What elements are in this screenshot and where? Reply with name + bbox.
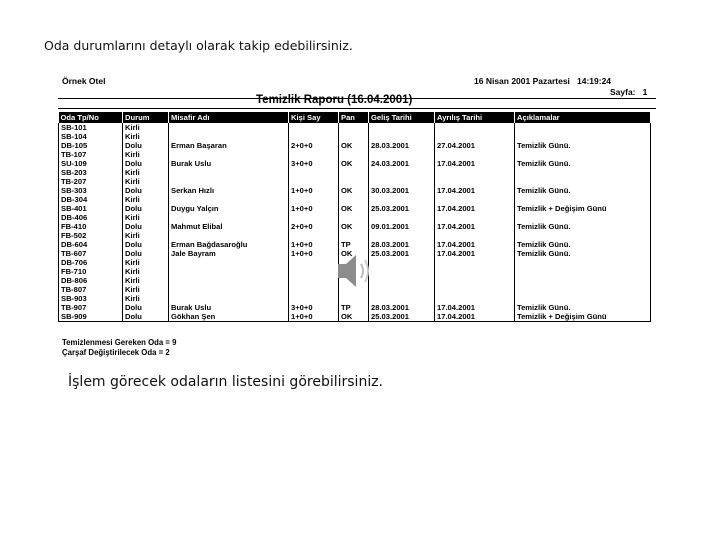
- table-cell: DB-604: [59, 240, 123, 249]
- table-cell: [289, 285, 339, 294]
- table-cell: [339, 150, 369, 159]
- table-cell: SB-909: [59, 312, 123, 322]
- speaker-icon[interactable]: [334, 250, 378, 297]
- table-cell: [289, 195, 339, 204]
- table-cell: [169, 123, 289, 132]
- table-cell: Dolu: [123, 303, 169, 312]
- table-cell: DB-105: [59, 141, 123, 150]
- table-cell: [515, 294, 651, 303]
- table-cell: 2+0+0: [289, 141, 339, 150]
- table-cell: Kirli: [123, 285, 169, 294]
- table-row: [59, 123, 651, 132]
- table-cell: SB-104: [59, 132, 123, 141]
- table-cell: [515, 123, 651, 132]
- table-cell: Gökhan Şen: [169, 312, 289, 322]
- table-row: [59, 213, 651, 222]
- table-cell: Dolu: [123, 222, 169, 231]
- table-cell: Burak Uslu: [169, 159, 289, 168]
- table-cell: TB-607: [59, 249, 123, 258]
- table-cell: OK: [339, 204, 369, 213]
- table-cell: Temizlik Günü.: [515, 222, 651, 231]
- table-cell: OK: [339, 159, 369, 168]
- table-cell: Temizlik Günü.: [515, 303, 651, 312]
- table-cell: [289, 177, 339, 186]
- table-cell: [369, 231, 435, 240]
- report-title: Temizlik Raporu (16.04.2001): [256, 94, 413, 106]
- table-cell: Kirli: [123, 267, 169, 276]
- bottom-caption: İşlem görecek odaların listesini görebilirsiniz.: [68, 374, 384, 390]
- table-cell: [435, 267, 515, 276]
- table-cell: DB-806: [59, 276, 123, 285]
- table-cell: [515, 132, 651, 141]
- table-cell: Dolu: [123, 249, 169, 258]
- table-cell: TB-207: [59, 177, 123, 186]
- table-cell: [515, 150, 651, 159]
- table-cell: Temizlik Günü.: [515, 240, 651, 249]
- table-cell: [339, 168, 369, 177]
- table-cell: Mahmut Elibal: [169, 222, 289, 231]
- table-cell: [435, 213, 515, 222]
- table-cell: 1+0+0: [289, 240, 339, 249]
- table-cell: Temizlik + Değişim Günü: [515, 204, 651, 213]
- table-cell: DB-406: [59, 213, 123, 222]
- table-cell: 2+0+0: [289, 222, 339, 231]
- table-cell: Kirli: [123, 168, 169, 177]
- table-cell: [435, 177, 515, 186]
- sheets-to-change-summary: Çarşaf Değiştirilecek Oda = 2: [62, 348, 170, 357]
- table-cell: [289, 231, 339, 240]
- table-cell: [289, 132, 339, 141]
- column-header: Pan: [339, 112, 369, 123]
- table-row: [59, 150, 651, 159]
- table-cell: [369, 168, 435, 177]
- table-row: [59, 195, 651, 204]
- table-cell: 27.04.2001: [435, 141, 515, 150]
- table-cell: [289, 168, 339, 177]
- table-cell: [339, 213, 369, 222]
- table-cell: Temizlik Günü.: [515, 186, 651, 195]
- table-cell: [169, 177, 289, 186]
- table-cell: Dolu: [123, 204, 169, 213]
- table-cell: 3+0+0: [289, 159, 339, 168]
- table-cell: [169, 213, 289, 222]
- table-cell: [515, 168, 651, 177]
- table-cell: OK: [339, 312, 369, 322]
- table-cell: 28.03.2001: [369, 303, 435, 312]
- column-header: Durum: [123, 112, 169, 123]
- table-cell: [369, 285, 435, 294]
- report-datetime: 16 Nisan 2001 Pazartesi 14:19:24: [474, 76, 612, 86]
- table-cell: [515, 276, 651, 285]
- table-cell: 25.03.2001: [369, 249, 435, 258]
- table-row: [59, 204, 651, 213]
- table-cell: 17.04.2001: [435, 186, 515, 195]
- table-cell: 25.03.2001: [369, 312, 435, 322]
- table-cell: 17.04.2001: [435, 204, 515, 213]
- table-cell: TP: [339, 240, 369, 249]
- table-cell: [369, 123, 435, 132]
- table-row: [59, 132, 651, 141]
- table-cell: [169, 195, 289, 204]
- table-cell: [339, 123, 369, 132]
- table-cell: TP: [339, 303, 369, 312]
- table-cell: [515, 177, 651, 186]
- table-cell: [289, 150, 339, 159]
- table-cell: Kirli: [123, 276, 169, 285]
- table-cell: SB-203: [59, 168, 123, 177]
- table-cell: Erman Bağdasaroğlu: [169, 240, 289, 249]
- table-cell: 24.03.2001: [369, 159, 435, 168]
- table-cell: FB-410: [59, 222, 123, 231]
- table-cell: [435, 231, 515, 240]
- table-cell: Temizlik + Değişim Günü: [515, 312, 651, 322]
- table-cell: [369, 267, 435, 276]
- table-cell: Kirli: [123, 294, 169, 303]
- table-cell: 1+0+0: [289, 186, 339, 195]
- table-row: [59, 177, 651, 186]
- table-cell: 30.03.2001: [369, 186, 435, 195]
- table-cell: 17.04.2001: [435, 312, 515, 322]
- table-cell: 17.04.2001: [435, 240, 515, 249]
- table-cell: [369, 213, 435, 222]
- table-cell: Dolu: [123, 159, 169, 168]
- table-cell: [369, 150, 435, 159]
- table-cell: [515, 285, 651, 294]
- table-cell: [435, 276, 515, 285]
- table-cell: [339, 132, 369, 141]
- table-cell: [169, 168, 289, 177]
- table-row: [59, 222, 651, 231]
- table-cell: Kirli: [123, 177, 169, 186]
- table-cell: [515, 231, 651, 240]
- table-cell: [169, 258, 289, 267]
- table-cell: [435, 195, 515, 204]
- table-cell: SB-903: [59, 294, 123, 303]
- table-cell: 17.04.2001: [435, 249, 515, 258]
- table-cell: [515, 258, 651, 267]
- table-cell: [289, 294, 339, 303]
- table-row: [59, 141, 651, 150]
- table-cell: [339, 231, 369, 240]
- table-cell: [169, 267, 289, 276]
- table-cell: TB-807: [59, 285, 123, 294]
- table-cell: [369, 276, 435, 285]
- table-row: [59, 186, 651, 195]
- table-cell: 25.03.2001: [369, 204, 435, 213]
- column-header: Ayrılış Tarihi: [435, 112, 515, 123]
- table-cell: 3+0+0: [289, 303, 339, 312]
- table-cell: 1+0+0: [289, 312, 339, 322]
- table-cell: Kirli: [123, 195, 169, 204]
- table-cell: OK: [339, 186, 369, 195]
- table-cell: [435, 258, 515, 267]
- table-cell: Burak Uslu: [169, 303, 289, 312]
- table-cell: Temizlik Günü.: [515, 159, 651, 168]
- table-cell: [515, 213, 651, 222]
- column-header: Oda Tp/No: [59, 112, 123, 123]
- rooms-to-clean-summary: Temizlenmesi Gereken Oda = 9: [62, 338, 177, 347]
- table-row: [59, 168, 651, 177]
- table-cell: Dolu: [123, 240, 169, 249]
- table-cell: [435, 150, 515, 159]
- table-cell: [169, 276, 289, 285]
- table-cell: [289, 267, 339, 276]
- table-row: [59, 312, 651, 322]
- table-cell: [169, 285, 289, 294]
- table-cell: FB-710: [59, 267, 123, 276]
- table-cell: OK: [339, 222, 369, 231]
- cleaning-report: [58, 72, 658, 362]
- table-cell: Erman Başaran: [169, 141, 289, 150]
- top-caption: Oda durumlarını detaylı olarak takip edebilirsiniz.: [44, 38, 353, 53]
- table-cell: 17.04.2001: [435, 303, 515, 312]
- table-cell: 17.04.2001: [435, 159, 515, 168]
- page-number: Sayfa: 1: [610, 87, 648, 97]
- table-cell: [339, 195, 369, 204]
- table-cell: FB-502: [59, 231, 123, 240]
- table-row: [59, 159, 651, 168]
- table-cell: [169, 294, 289, 303]
- table-cell: [289, 123, 339, 132]
- table-cell: [339, 177, 369, 186]
- table-cell: [169, 150, 289, 159]
- table-cell: [369, 258, 435, 267]
- table-cell: Dolu: [123, 186, 169, 195]
- table-cell: Kirli: [123, 132, 169, 141]
- table-cell: DB-706: [59, 258, 123, 267]
- table-cell: [289, 258, 339, 267]
- hotel-name: Örnek Otel: [62, 76, 106, 86]
- column-header: Geliş Tarihi: [369, 112, 435, 123]
- table-header-row: [59, 112, 651, 123]
- table-cell: Kirli: [123, 231, 169, 240]
- table-cell: 17.04.2001: [435, 222, 515, 231]
- table-cell: 09.01.2001: [369, 222, 435, 231]
- table-cell: [435, 132, 515, 141]
- table-cell: [515, 267, 651, 276]
- table-cell: 28.03.2001: [369, 240, 435, 249]
- table-cell: Dolu: [123, 312, 169, 322]
- table-cell: OK: [339, 249, 369, 258]
- table-cell: [169, 132, 289, 141]
- table-row: [59, 231, 651, 240]
- table-cell: [169, 231, 289, 240]
- table-cell: DB-304: [59, 195, 123, 204]
- table-cell: [369, 177, 435, 186]
- table-cell: Kirli: [123, 258, 169, 267]
- table-cell: Kirli: [123, 213, 169, 222]
- table-cell: Serkan Hızlı: [169, 186, 289, 195]
- table-cell: [369, 294, 435, 303]
- table-cell: [369, 195, 435, 204]
- title-rule: [58, 108, 656, 109]
- table-cell: Temizlik Günü.: [515, 141, 651, 150]
- table-cell: Jale Bayram: [169, 249, 289, 258]
- table-cell: Temizlik Günü.: [515, 249, 651, 258]
- table-cell: Kirli: [123, 150, 169, 159]
- table-cell: Duygu Yalçın: [169, 204, 289, 213]
- column-header: Açıklamalar: [515, 112, 651, 123]
- table-cell: SB-303: [59, 186, 123, 195]
- table-row: [59, 303, 651, 312]
- table-cell: TB-107: [59, 150, 123, 159]
- table-cell: [435, 123, 515, 132]
- table-cell: 1+0+0: [289, 204, 339, 213]
- table-cell: OK: [339, 141, 369, 150]
- table-cell: [435, 168, 515, 177]
- table-cell: Kirli: [123, 123, 169, 132]
- column-header: Kişi Say: [289, 112, 339, 123]
- table-cell: [289, 213, 339, 222]
- table-cell: TB-907: [59, 303, 123, 312]
- table-cell: SB-101: [59, 123, 123, 132]
- column-header: Misafir Adı: [169, 112, 289, 123]
- table-row: [59, 240, 651, 249]
- table-cell: Dolu: [123, 141, 169, 150]
- table-cell: [435, 294, 515, 303]
- table-cell: [515, 195, 651, 204]
- table-cell: 1+0+0: [289, 249, 339, 258]
- table-cell: 28.03.2001: [369, 141, 435, 150]
- table-cell: SB-401: [59, 204, 123, 213]
- table-cell: [369, 132, 435, 141]
- table-cell: [289, 276, 339, 285]
- table-cell: [435, 285, 515, 294]
- table-cell: SU-109: [59, 159, 123, 168]
